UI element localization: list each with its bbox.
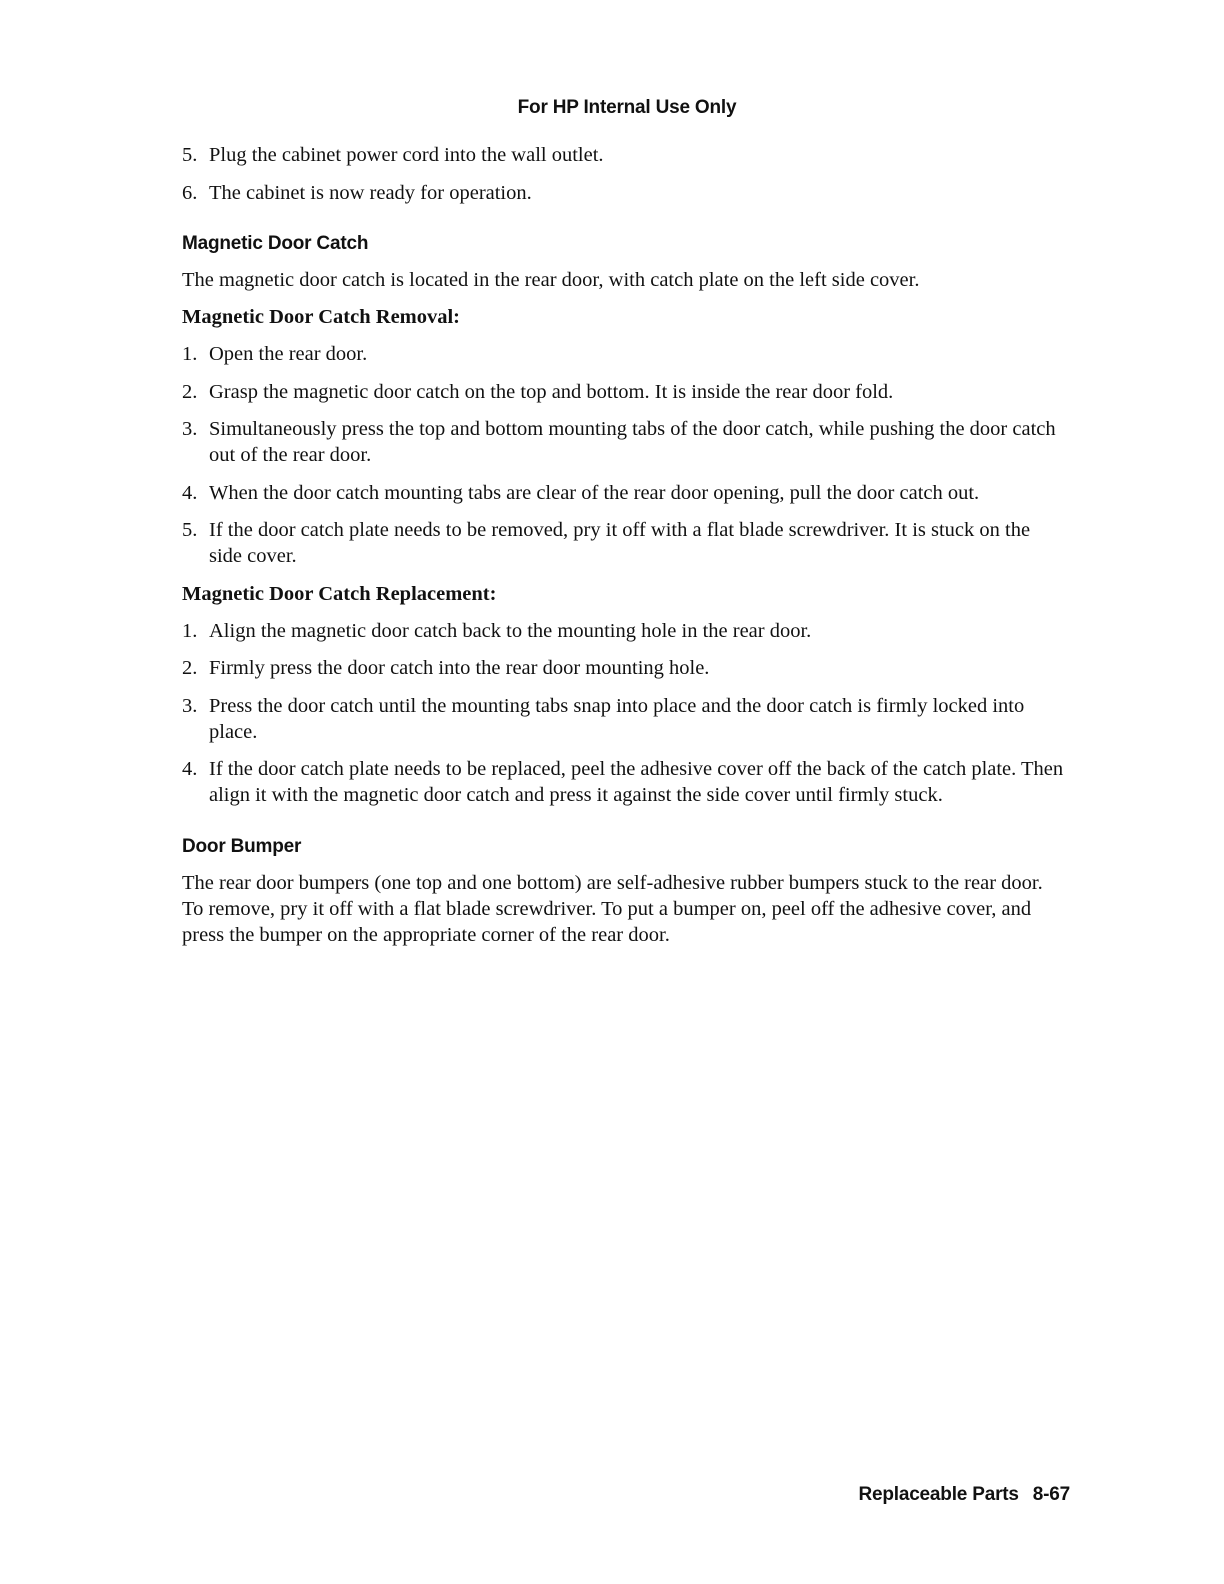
list-item (182, 655, 1067, 681)
page-number: 8-67 (1032, 1484, 1070, 1505)
section-heading-door-bumper: Door Bumper (182, 835, 302, 857)
list-item (182, 618, 1067, 644)
list-item (182, 416, 1067, 468)
list-item (182, 693, 1067, 745)
section-description: The magnetic door catch is located in the rear door, with catch plate on the left side cover. (182, 269, 920, 291)
step-text: The cabinet is now ready for operation. (209, 181, 532, 204)
step-number: 2. (182, 380, 198, 403)
step-text: Grasp the magnetic door catch on the top and bottom. It is inside the rear door fold. (209, 380, 894, 403)
step-number: 4. (182, 481, 198, 504)
step-text: When the door catch mounting tabs are clear of the rear door opening, pull the door catch out. (209, 481, 980, 504)
intro-steps-list (182, 142, 1067, 206)
list-item (182, 517, 1067, 569)
step-number: 6. (182, 181, 198, 204)
list-item (182, 180, 1067, 206)
step-number: 3. (182, 418, 198, 440)
step-number: 5. (182, 144, 198, 166)
step-number: 1. (182, 343, 198, 365)
section-description: The rear door bumpers (one top and one bottom) are self-adhesive rubber bumpers stuck to the rear door. To remove, pry it off with a flat blade screwdriver. To put a bumper on, peel off the adhesive cover, and press the bumper on the appropriate corner of the rear door. (182, 871, 1043, 946)
subheading-replacement: Magnetic Door Catch Replacement: (182, 582, 497, 605)
step-text: Plug the cabinet power cord into the wall outlet. (209, 144, 604, 166)
step-number: 2. (182, 657, 198, 679)
page-footer (858, 1484, 1070, 1506)
list-item (182, 756, 1067, 808)
step-number: 4. (182, 758, 198, 780)
step-text: Align the magnetic door catch back to the mounting hole in the rear door. (209, 619, 812, 642)
step-text: Open the rear door. (209, 343, 368, 365)
replacement-steps-list (182, 618, 1067, 809)
step-text: Simultaneously press the top and bottom mounting tabs of the door catch, while pushing the door catch out of the rear door. (209, 418, 1056, 466)
list-item (182, 341, 1067, 367)
step-text: Firmly press the door catch into the rear door mounting hole. (209, 657, 710, 679)
list-item (182, 480, 1067, 506)
footer-section-title: Replaceable Parts (858, 1484, 1019, 1505)
list-item (182, 142, 1067, 168)
step-number: 5. (182, 519, 198, 541)
step-text: Press the door catch until the mounting tabs snap into place and the door catch is firmly locked into place. (209, 694, 1025, 743)
page-header: For HP Internal Use Only (517, 97, 737, 118)
step-number: 1. (182, 619, 198, 642)
step-text: If the door catch plate needs to be removed, pry it off with a flat blade screwdriver. It is stuck on the side cover. (209, 519, 1031, 567)
list-item (182, 379, 1067, 405)
subheading-removal: Magnetic Door Catch Removal: (182, 306, 461, 328)
step-text: If the door catch plate needs to be replaced, peel the adhesive cover off the back of the catch plate. Then align it with the magnetic door catch and press it against the side cover until firmly stuck. (209, 758, 1064, 806)
page-content (182, 142, 1067, 959)
section-heading-magnetic-door-catch: Magnetic Door Catch (182, 233, 369, 254)
removal-steps-list (182, 341, 1067, 569)
step-number: 3. (182, 694, 198, 717)
